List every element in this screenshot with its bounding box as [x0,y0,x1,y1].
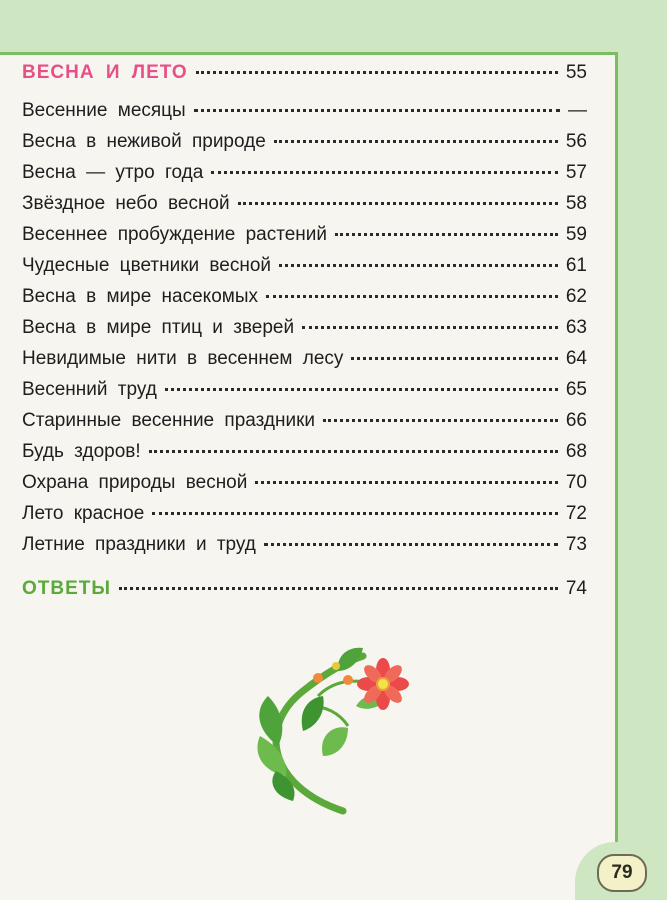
toc-section-spring-summer[interactable] [22,62,587,92]
toc-item-title: Старинные весенние праздники [22,410,316,431]
toc-page-number: 72 [565,503,587,524]
toc-item[interactable] [22,410,587,440]
toc-leader-dots [302,326,558,329]
toc-item[interactable] [22,131,587,161]
toc-leader-dots [238,202,558,205]
toc-leader-dots [264,543,558,546]
toc-section-title: ВЕСНА И ЛЕТО [22,62,188,83]
toc-page-number: 70 [565,472,587,493]
toc-item-title: Весенний труд [22,379,157,400]
toc-item-title: Чудесные цветники весной [22,255,272,276]
toc-page-number: 66 [565,410,587,431]
toc-item-title: Звёздное небо весной [22,193,230,214]
toc-leader-dots [196,71,558,74]
toc-item-title: Весна в мире птиц и зверей [22,317,295,338]
toc-item[interactable] [22,441,587,471]
toc-leader-dots [279,264,558,267]
toc-page-number: 58 [565,193,587,214]
page-number: 79 [597,854,647,892]
toc-leader-dots [149,450,558,453]
toc-leader-dots [211,171,558,174]
toc-item-title: Невидимые нити в весеннем лесу [22,348,344,369]
toc-item[interactable] [22,379,587,409]
toc-item[interactable] [22,100,587,130]
toc-leader-dots [255,481,557,484]
toc-page-number: 56 [565,131,587,152]
toc-page-number: 64 [565,348,587,369]
toc-leader-dots [266,295,558,298]
toc-item[interactable] [22,317,587,347]
toc-item[interactable] [22,534,587,564]
toc-page-number: 61 [565,255,587,276]
toc-item-title: Весна в мире насекомых [22,286,258,307]
toc-leader-dots [194,109,560,112]
toc-item[interactable] [22,224,587,254]
toc-page-number: 62 [565,286,587,307]
toc-section-answers[interactable] [22,578,587,608]
toc-page-number: 59 [565,224,587,245]
right-border-line [615,52,618,842]
toc-page-number: — [568,100,587,121]
floral-ornament-icon [248,636,418,816]
toc-item-title: Будь здоров! [22,441,141,462]
toc-item-title: Охрана природы весной [22,472,248,493]
toc-item-title: Лето красное [22,503,145,524]
toc-page-number: 68 [565,441,587,462]
top-border-line [0,52,618,55]
toc-page-number: 57 [565,162,587,183]
toc-leader-dots [335,233,558,236]
toc-item-title: Весна в неживой природе [22,131,266,152]
toc-leader-dots [274,140,558,143]
toc-item[interactable] [22,193,587,223]
toc-item-title: Весеннее пробуждение растений [22,224,328,245]
toc-item[interactable] [22,348,587,378]
toc-item[interactable] [22,503,587,533]
top-decorative-band [0,0,667,52]
toc-section-title: ОТВЕТЫ [22,578,111,599]
toc-item[interactable] [22,472,587,502]
toc-page-number: 63 [565,317,587,338]
toc-item-title: Весенние месяцы [22,100,186,121]
toc-item[interactable] [22,286,587,316]
toc-page-number: 65 [565,379,587,400]
toc-page-number: 74 [565,578,587,599]
toc-item[interactable] [22,255,587,285]
toc-page-number: 55 [565,62,587,83]
toc-leader-dots [119,587,558,590]
toc-leader-dots [152,512,558,515]
right-decorative-band [617,0,667,900]
toc-item-title: Весна — утро года [22,162,204,183]
toc-leader-dots [165,388,558,391]
toc-leader-dots [351,357,557,360]
toc-page-number: 73 [565,534,587,555]
toc-leader-dots [323,419,558,422]
toc-item[interactable] [22,162,587,192]
toc-item-title: Летние праздники и труд [22,534,256,555]
